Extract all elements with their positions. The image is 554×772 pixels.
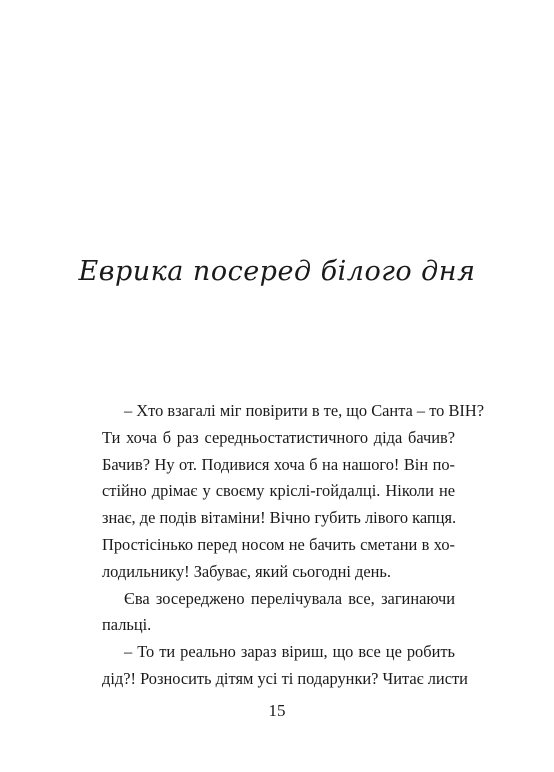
text-line: – Хто взагалі міг повірити в те, що Санта – то ВІН? [124, 401, 484, 420]
text-line: знає, де подів вітаміни! Вічно губить лівого капця. [102, 508, 457, 528]
text-line: Бачив? Ну от. Подивися хоча б на нашого! Він по- [102, 454, 455, 474]
text-line: – То ти реально зараз віриш, що все це робить [124, 642, 455, 662]
text-line: пальці. [102, 615, 152, 635]
body-text [102, 398, 484, 693]
paragraph [102, 639, 468, 693]
text-line: Ти хоча б раз середньостатистичного діда бачив? [102, 427, 455, 447]
paragraph [102, 586, 455, 640]
text-line: дід?! Розносить дітям усі ті подарунки? Читає листи [102, 668, 468, 688]
text-line: Простісінько перед носом не бачить сметани в хо- [102, 534, 455, 554]
chapter-title: Еврика посеред білого дня [78, 256, 476, 287]
text-line: лодильнику! Забуває, який сьогодні день. [102, 561, 391, 581]
page-number: 15 [268, 701, 286, 720]
text-line: Єва зосереджено перелічувала все, загинаючи [124, 588, 455, 608]
paragraph [102, 398, 484, 586]
text-line: стійно дрімає у своєму кріслі-гойдалці. Ніколи не [102, 481, 455, 501]
